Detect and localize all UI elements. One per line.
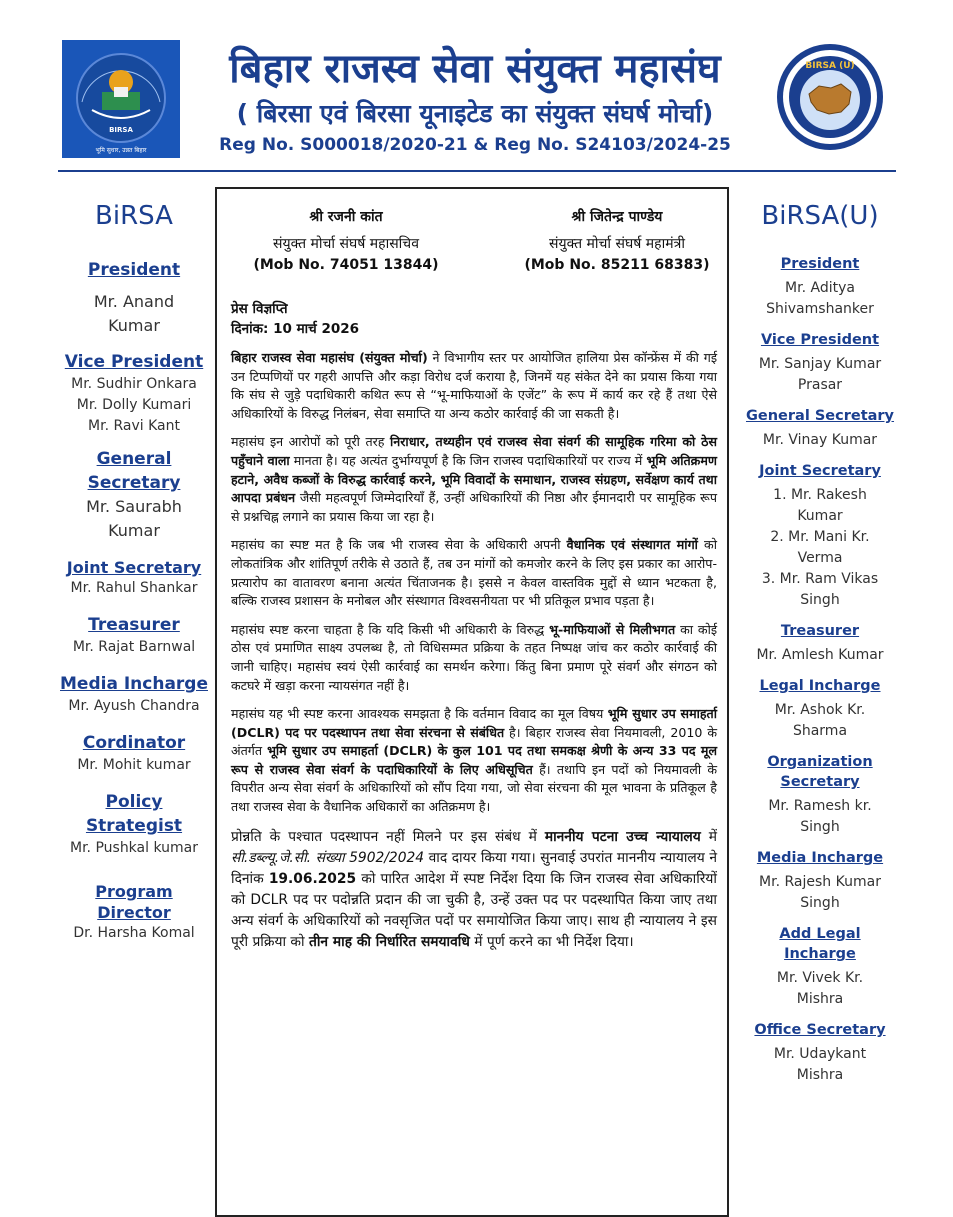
press-paragraph [231,536,717,610]
text-run: में [700,828,717,845]
person-name: Mr. Ramesh kr. [768,798,872,814]
text-run: मानता है। यह अत्यंत दुर्भाग्यपूर्ण है कि जिन राजस्व पदाधिकारियों पर राज्य में [289,452,647,468]
person-name: Mr. Ravi Kant [88,418,180,434]
press-label: प्रेस विज्ञप्ति [231,301,288,317]
text-run: प्रोन्नति के पश्चात पदस्थापन नहीं मिलने पर इस संबंध में [231,828,545,845]
person-name: Mr. Anand [93,292,175,311]
signatory-designation: संयुक्त मोर्चा संघर्ष महासचिव [273,236,419,252]
role-title: Office Secretary [754,1022,886,1038]
birsa-logo [62,40,180,158]
person-name: Mr. Vinay Kumar [762,432,878,448]
person-name: Mr. Rahul Shankar [70,580,198,596]
press-date: दिनांक: 10 मार्च 2026 [231,321,360,337]
person-name: Dr. Harsha Komal [73,925,195,941]
press-paragraph [231,433,717,526]
signatory-designation: संयुक्त मोर्चा संघर्ष महामंत्री [549,236,685,252]
role-title: Program Director [95,882,173,922]
role-title: Incharge [784,946,856,962]
registration-numbers: Reg No. S000018/2020-21 & Reg No. S24103/2024-25 [219,135,731,155]
role-title: Treasurer [780,623,860,639]
text-run: महासंघ यह भी स्पष्ट करना आवश्यक समझता है कि वर्तमान विवाद का मूल विषय [231,706,608,722]
person-name: Sharma [792,723,848,739]
role-title: Vice President [760,332,880,348]
person-name: Prasar [797,377,843,393]
role-title: Secretary [87,473,181,493]
person-name: Mr. Rajesh Kumar [759,874,881,890]
role-title: Add Legal [779,926,861,942]
role-title: Treasurer [88,615,180,635]
person-name: Mr. Mohit kumar [77,757,191,773]
person-name: Mr. Sudhir Onkara [71,376,197,392]
text-run: ने विभागीय स्तर पर आयोजित हालिया प्रेस कॉन्फ्रेंस में की गई उन टिप्पणियों पर गहरी आपत्ति और कड़ा विरोध दर्ज कराया है, जिनमें यह संकेत देने का प्रयास किया गया कि संघ से जुड़े पदाधिकारी कथित रूप से “भू-माफियाओं के एजेंट” के रूप में कार्य कर रहे हैं तथा ऐसे अधिकारियों के विरुद्ध निलंबन, सेवा समाप्ति या अन्य कठोर कार्रवाई की जा सकती है। [231,350,718,421]
text-run: 19.06.2025 [268,870,357,887]
person-name: Kumar [108,521,160,540]
role-title: President [87,260,181,280]
sidebar-org-name: BiRSA(U) [761,201,879,231]
text-run: तीन माह की निर्धारित समयावधि [308,933,470,950]
signatory-name: श्री जितेन्द्र पाण्डेय [571,209,663,225]
birsa-u-logo [775,42,885,152]
person-name: 3. Mr. Ram Vikas [761,571,879,587]
person-name: Mr. Vivek Kr. [776,970,864,986]
person-name: Mishra [796,1067,844,1083]
page-subtitle: ( बिरसा एवं बिरसा यूनाइटेड का संयुक्त संघर्ष मोर्चा) [236,99,714,128]
header-divider [58,170,896,172]
birsa-u-office-bearers [740,200,900,1086]
text-run: भू-माफियाओं से मिलीभगत [549,621,676,637]
role-title: Secretary [780,774,860,790]
person-name: Mr. Rajat Barnwal [72,639,196,655]
role-title: Joint Secretary [66,558,202,577]
person-name: Mr. Udaykant [773,1046,867,1062]
press-paragraph [231,621,717,695]
signatory-mobile: (Mob No. 85211 68383) [524,257,710,273]
signatory-right [517,207,717,276]
role-title: Legal Incharge [759,678,881,694]
text-run: बिहार राजस्व सेवा महासंघ (संयुक्त मोर्चा) [231,350,428,365]
role-title: President [780,256,860,272]
press-paragraph [231,705,717,817]
text-run: भूमि सुधार उप समाहर्ता (DCLR) पद पर पदस्थापन तथा सेवा संरचना से संबंधित [231,706,717,740]
text-run: महासंघ इन आरोपों को पूरी तरह [231,434,391,450]
text-run: महासंघ स्पष्ट करना चाहता है कि यदि किसी भी अधिकारी के विरुद्ध [231,621,550,637]
person-name: Mr. Ayush Chandra [68,698,200,714]
person-name: Mr. Saurabh [86,497,182,516]
role-title: Policy Strategist [85,792,183,836]
sidebar-org-name: BiRSA [95,201,173,231]
press-body [231,349,717,963]
press-paragraph [231,349,717,423]
signatory-mobile: (Mob No. 74051 13844) [253,257,439,273]
press-heading [231,299,359,339]
person-name: Mr. Sanjay Kumar [758,356,882,372]
role-title: General Secretary [745,408,895,424]
signatory-name: श्री रजनी कांत [309,209,383,225]
person-name: Mr. Dolly Kumari [76,397,192,413]
signatory-left [231,207,461,276]
text-run: सी.डब्ल्यू.जे.सी. संख्या 5902/2024 [231,849,425,866]
person-name: Kumar [108,316,160,335]
svg-text:भूमि सुधार, उन्नत बिहार: भूमि सुधार, उन्नत बिहार [95,147,147,154]
text-run: निराधार, तथ्यहीन एवं राजस्व सेवा संवर्ग की सामूहिक गरिमा को ठेस पहुँचाने वाला [231,434,717,468]
person-name: Mr. Pushkal kumar [70,840,198,856]
text-run: जैसी महत्वपूर्ण जिम्मेदारियाँ हैं, उन्हीं अधिकारियों की निष्ठा और ईमानदारी पर सामूहिक रूप से प्रश्नचिह्न लगाने का प्रयास किया जा रहा है। [231,490,717,524]
text-run: भूमि सुधार उप समाहर्ता (DCLR) के कुल 101 पद तथा समकक्ष श्रेणी के अन्य 33 पद मूल रूप से राजस्व सेवा संवर्ग के पदाधिकारियों के लिए अधिसूचित [231,743,717,777]
person-name: Mr. Ashok Kr. [774,702,866,718]
text-run: वैधानिक एवं संस्थागत मांगों [566,537,698,553]
person-name: Singh [800,819,840,835]
person-name: Singh [800,592,840,608]
press-paragraph [231,827,717,953]
text-run: को पारित आदेश में स्पष्ट निर्देश दिया कि जिन राजस्व सेवा अधिकारियों को DCLR पद पर पदोन्नति प्रदान की जा चुकी है, उन्हें उक्त पद पर पदस्थापित किया जाए तथा अन्य संवर्ग के अधिकारियों को नवसृजित पदों पर समायोजित किया जाए। साथ ही न्यायालय ने इस पूरी प्रक्रिया को [231,870,717,950]
person-name: Verma [797,550,843,566]
role-title: Vice President [64,352,204,372]
press-release-box [215,187,729,1217]
role-title: Organization [767,754,873,770]
person-name: 2. Mr. Mani Kr. [770,529,870,545]
role-title: Cordinator [82,733,186,753]
text-run: महासंघ का स्पष्ट मत है कि जब भी राजस्व सेवा के अधिकारी अपनी [231,537,567,553]
person-name: Kumar [797,508,843,524]
person-name: 1. Mr. Rakesh [773,487,867,503]
person-name: Shivamshanker [766,301,874,317]
person-name: Mr. Aditya [785,280,855,296]
role-title: Media Incharge [60,674,208,694]
svg-text:BIRSA: BIRSA [109,126,133,134]
text-run: का कोई ठोस एवं प्रमाणित साक्ष्य उपलब्ध है, तो विधिसम्मत प्रक्रिया के तहत निष्पक्ष जांच कर कठोर कार्रवाई की जानी चाहिए। महासंघ स्वयं ऐसी कार्रवाई का समर्थन करेगा। किंतु बिना प्रमाण पूरे संवर्ग और संगठन को कटघरे में खड़ा करना न्यायसंगत नहीं है। [231,621,718,693]
person-name: Mishra [796,991,844,1007]
page-title: बिहार राजस्व सेवा संयुक्त महासंघ [229,46,721,92]
text-run: हैं। तथापि इन पदों को नियमावली के विपरीत अन्य सेवा संवर्ग के अधिकारियों को सौंप दिया गया, जो सेवा संरचना की मूल भावना के प्रतिकूल है तथा राजस्व सेवा के वैधानिक अधिकारों का अतिक्रमण है। [231,761,718,815]
role-title: General [96,449,172,469]
role-title: Joint Secretary [759,463,881,479]
text-run: वाद दायर किया गया। सुनवाई उपरांत माननीय न्यायालय ने दिनांक [231,849,717,887]
person-name: Mr. Amlesh Kumar [756,647,884,663]
text-run: माननीय पटना उच्च न्यायालय [544,828,701,845]
text-run: को लोकतांत्रिक और शांतिपूर्ण तरीके से उठाते हैं, तब उन मांगों को कमजोर करने के लिए इस प्रकार का आरोप-प्रत्यारोप का वातावरण बनाना अत्यंत चिंताजनक है। इससे न केवल वास्तविक मुद्दों से ध्यान भटकता है, बल्कि राजस्व प्रशासन के मनोबल और संस्थागत विश्वसनीयता पर भी प्रतिकूल प्रभाव पड़ता है। [231,537,717,609]
role-title: Media Incharge [756,850,884,866]
text-run: में पूर्ण करने का भी निर्देश दिया। [469,933,634,950]
text-run: है। बिहार राजस्व सेवा नियमावली, 2010 के अंतर्गत [231,724,717,759]
birsa-office-bearers [60,200,208,944]
person-name: Singh [800,895,840,911]
svg-text:BIRSA (U): BIRSA (U) [805,61,855,71]
text-run: भूमि अतिक्रमण हटाने, अवैध कब्जों के विरुद्ध कार्रवाई करने, भूमि विवादों के समाधान, राजस्व संग्रहण, सर्वेक्षण कार्य तथा आपदा प्रबंधन [231,452,717,506]
